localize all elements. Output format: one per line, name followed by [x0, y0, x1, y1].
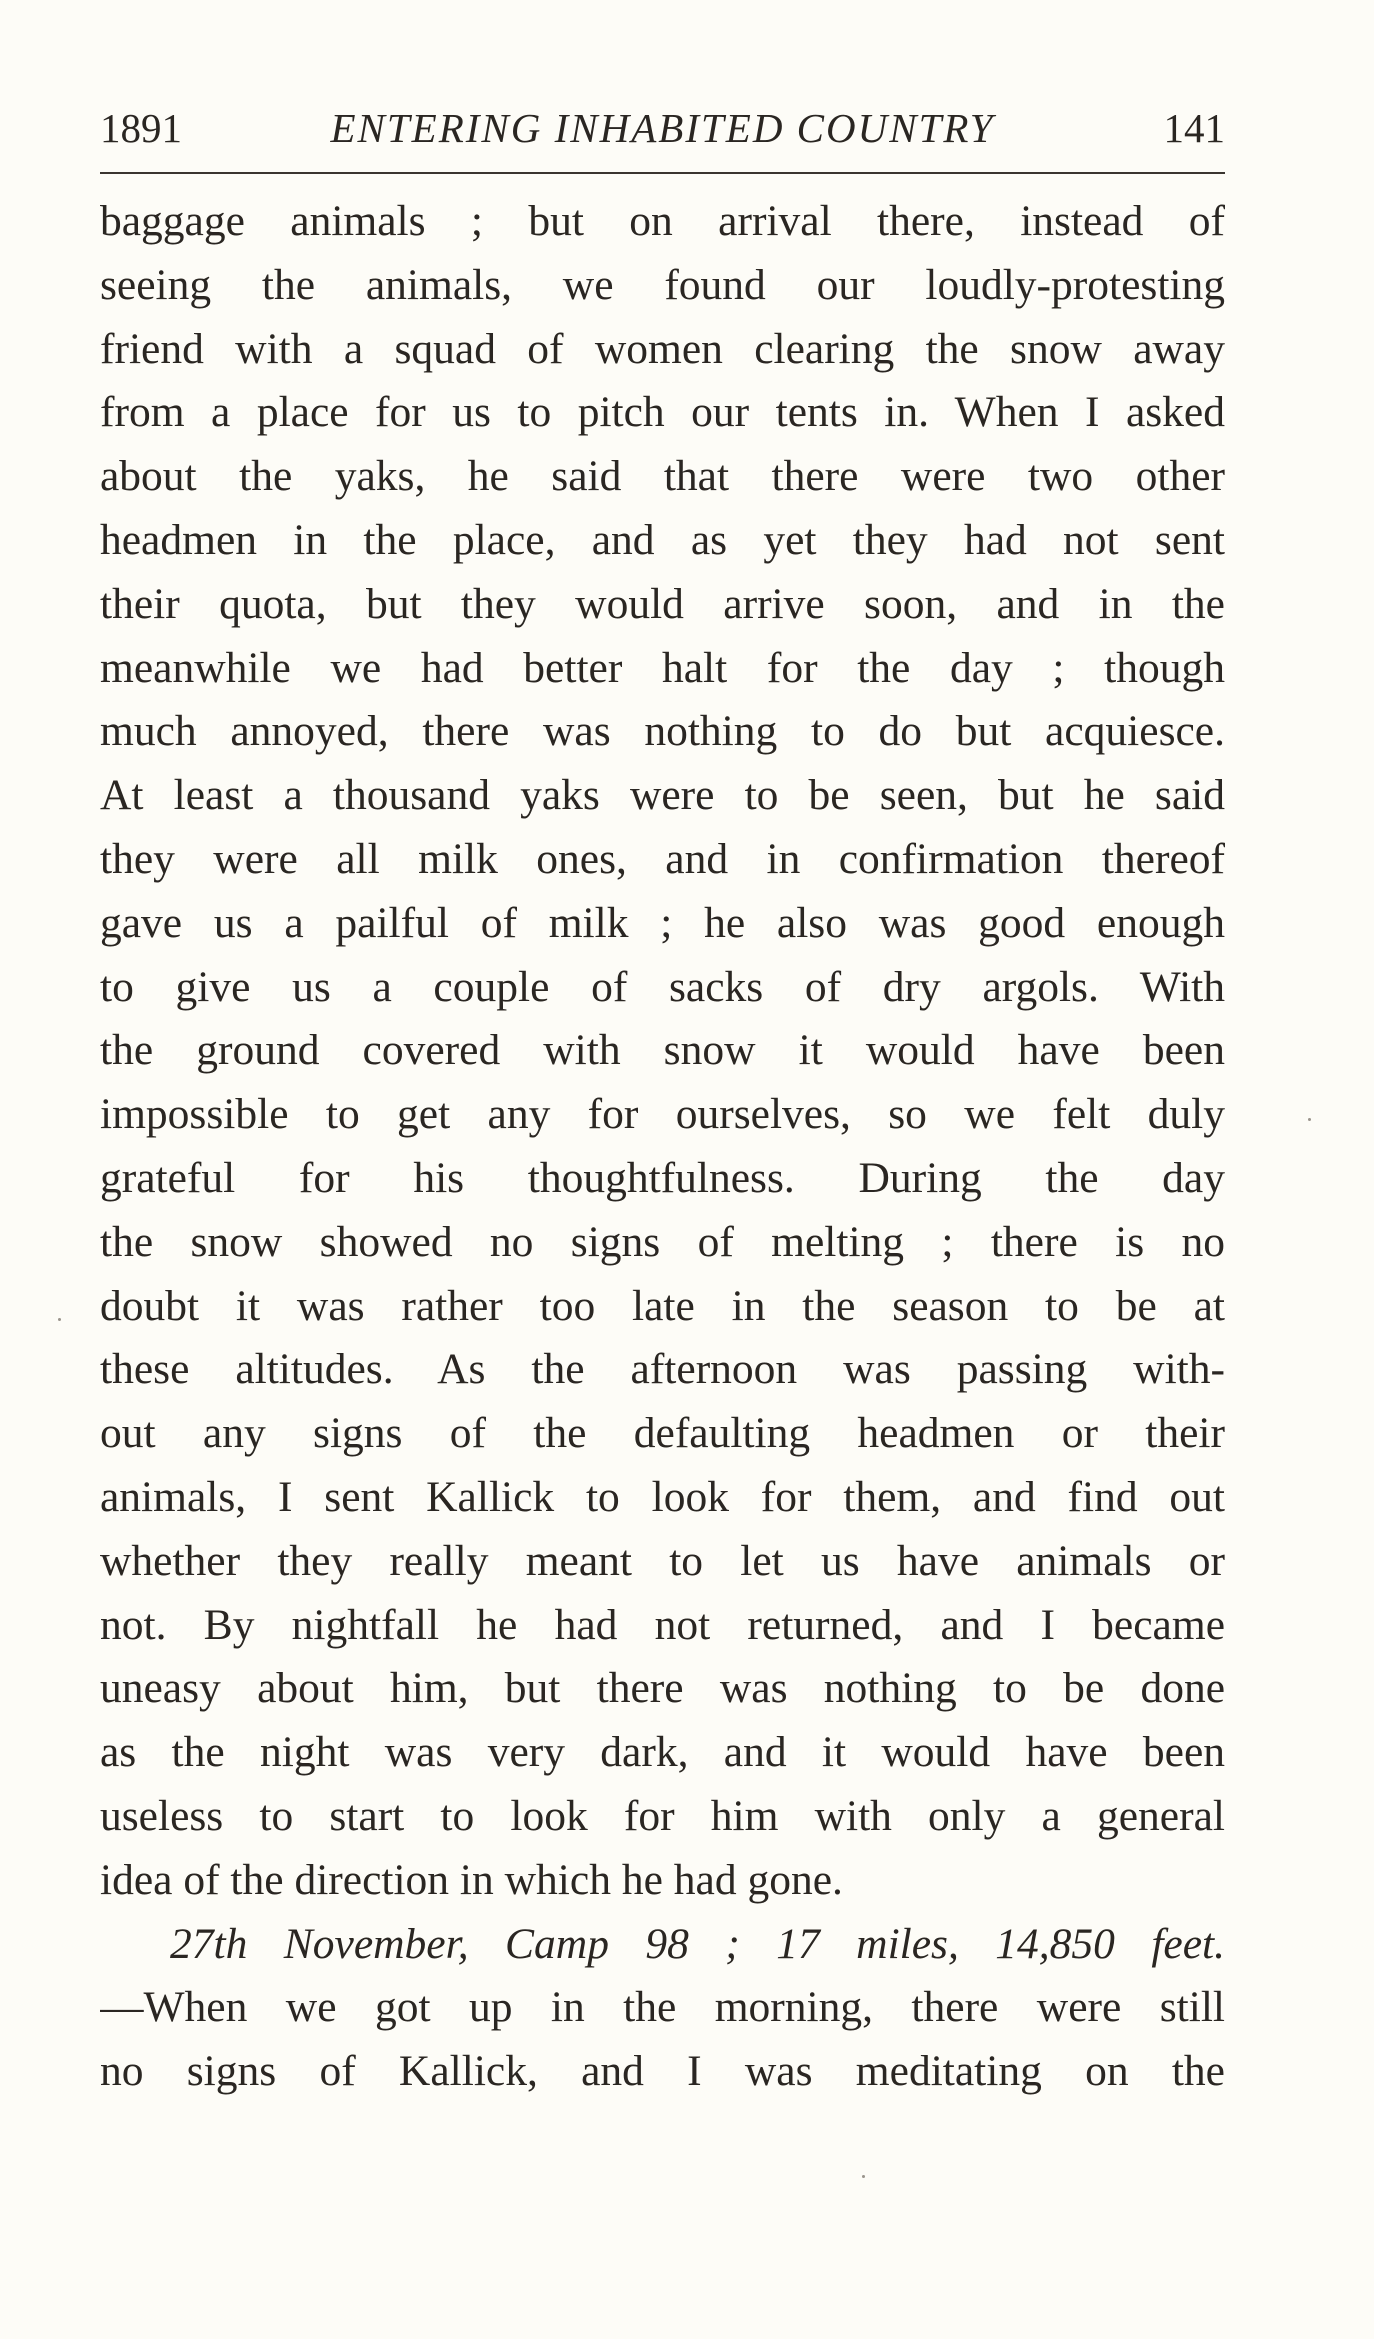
text-line: from a place for us to pitch our tents in. When I asked	[100, 388, 1225, 437]
journal-entry-heading: 27th November, Camp 98 ; 17 miles, 14,850 feet.	[170, 1919, 1225, 1968]
text-line: these altitudes. As the afternoon was passing with-	[100, 1345, 1225, 1394]
text-line: doubt it was rather too late in the season to be at	[100, 1281, 1225, 1330]
text-line: their quota, but they would arrive soon, and in the	[100, 579, 1225, 628]
text-line: they were all milk ones, and in confirmation thereof	[100, 834, 1225, 883]
running-head-year: 1891	[100, 105, 182, 151]
body-text	[100, 190, 1225, 2104]
paper-speck	[862, 2175, 865, 2178]
text-line: about the yaks, he said that there were two other	[100, 452, 1225, 501]
text-line: uneasy about him, but there was nothing to be done	[100, 1664, 1225, 1713]
text-line: headmen in the place, and as yet they had not sent	[100, 515, 1225, 564]
text-line: animals, I sent Kallick to look for them, and find out	[100, 1472, 1225, 1521]
text-line: —When we got up in the morning, there were still	[100, 1983, 1225, 2032]
text-line: friend with a squad of women clearing the snow away	[100, 324, 1225, 373]
text-line: grateful for his thoughtfulness. During the day	[100, 1153, 1225, 1202]
text-line: not. By nightfall he had not returned, and I became	[100, 1600, 1225, 1649]
text-line: useless to start to look for him with only a general	[100, 1791, 1225, 1840]
running-head-title: ENTERING INHABITED COUNTRY	[330, 105, 995, 151]
text-line: seeing the animals, we found our loudly-protesting	[100, 260, 1225, 309]
text-line: out any signs of the defaulting headmen or their	[100, 1409, 1225, 1458]
text-line: whether they really meant to let us have animals or	[100, 1536, 1225, 1585]
text-line: impossible to get any for ourselves, so we felt duly	[100, 1090, 1225, 1139]
page-number: 141	[1163, 105, 1225, 151]
text-line: idea of the direction in which he had gone.	[100, 1855, 843, 1904]
text-line: the snow showed no signs of melting ; there is no	[100, 1217, 1225, 1266]
paper-speck	[1308, 1118, 1311, 1121]
text-line: baggage animals ; but on arrival there, instead of	[100, 197, 1225, 245]
text-line: the ground covered with snow it would have been	[100, 1026, 1225, 1075]
text-line: At least a thousand yaks were to be seen, but he said	[100, 771, 1225, 820]
paper-speck	[58, 1318, 61, 1321]
text-line: to give us a couple of sacks of dry argols. With	[100, 962, 1225, 1011]
text-line: no signs of Kallick, and I was meditating on the	[100, 2047, 1225, 2096]
text-line: much annoyed, there was nothing to do but acquiesce.	[100, 707, 1225, 756]
header-rule	[100, 172, 1225, 174]
text-line: as the night was very dark, and it would have been	[100, 1728, 1225, 1777]
text-line: gave us a pailful of milk ; he also was good enough	[100, 898, 1225, 947]
text-line: meanwhile we had better halt for the day ; though	[100, 643, 1225, 692]
running-head	[100, 95, 1225, 155]
